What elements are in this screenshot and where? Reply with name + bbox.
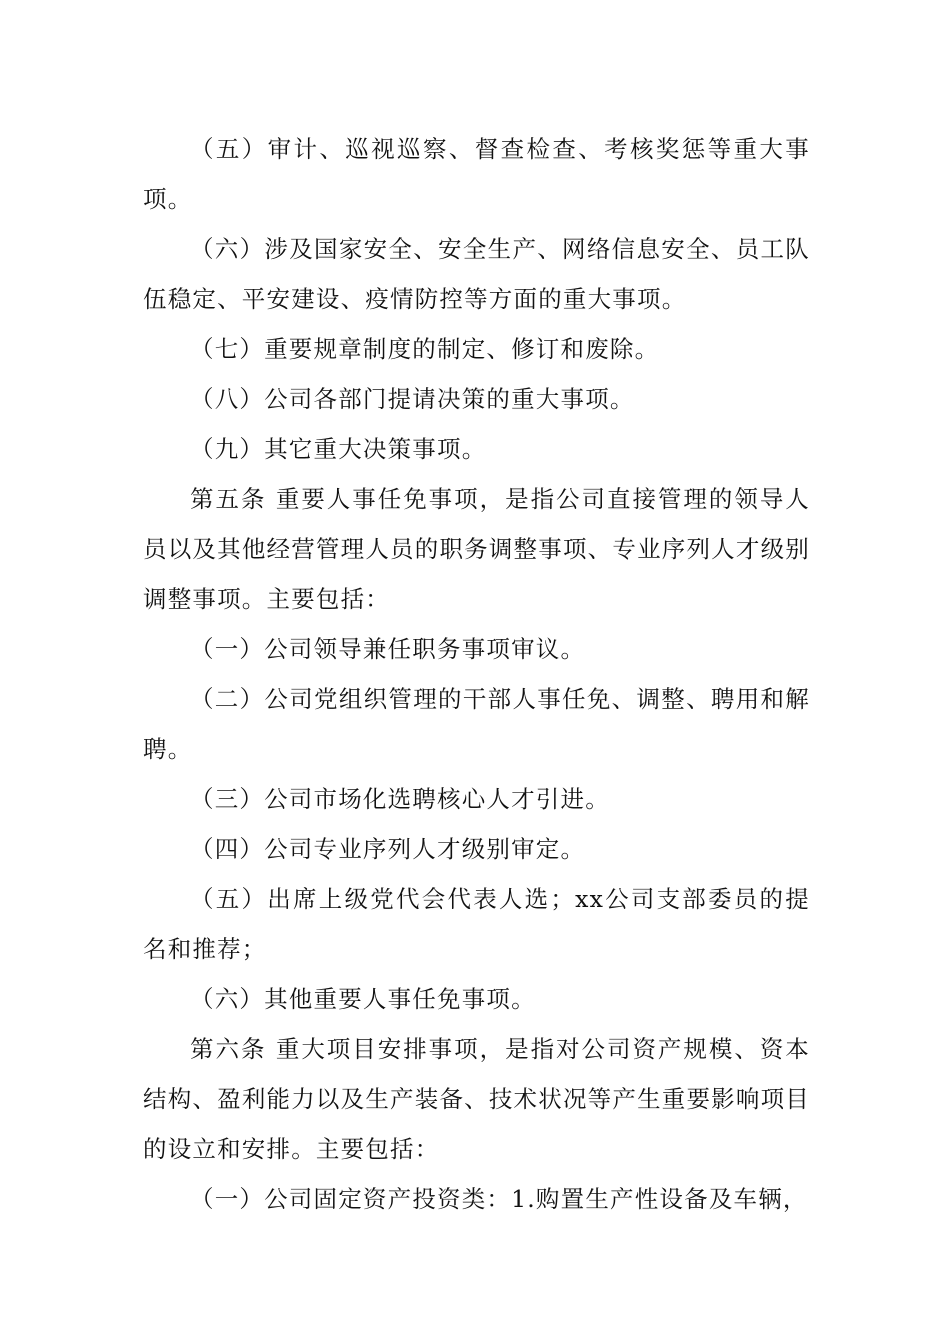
paragraph-personnel-item-6: （六）其他重要人事任免事项。: [190, 985, 536, 1013]
paragraph-item-9-other: （九）其它重大决策事项。: [190, 435, 487, 463]
paragraph-personnel-item-3: （三）公司市场化选聘核心人才引进。: [190, 785, 610, 813]
paragraph-item-6-security: （六）涉及国家安全、安全生产、网络信息安全、员工队伍稳定、平安建设、疫情防控等方面的重大事项。: [143, 235, 810, 313]
paragraph-article-6: 第六条 重大项目安排事项，是指对公司资产规模、资本结构、盈利能力以及生产装备、技术状况等产生重要影响项目的设立和安排。主要包括：: [143, 1035, 810, 1163]
paragraph-personnel-item-1: （一）公司领导兼任职务事项审议。: [190, 635, 586, 663]
paragraph-personnel-item-2: （二）公司党组织管理的干部人事任免、调整、聘用和解聘。: [143, 685, 810, 763]
paragraph-project-item-1: （一）公司固定资产投资类：1.购置生产性设备及车辆，: [190, 1185, 808, 1213]
paragraph-personnel-item-5: （五）出席上级党代会代表人选；xx公司支部委员的提名和推荐；: [143, 885, 810, 963]
paragraph-item-7-rules: （七）重要规章制度的制定、修订和废除。: [190, 335, 660, 363]
paragraph-item-8-departments: （八）公司各部门提请决策的重大事项。: [190, 385, 635, 413]
document-body: [143, 124, 810, 1224]
paragraph-item-5-audit: （五）审计、巡视巡察、督查检查、考核奖惩等重大事项。: [143, 135, 810, 213]
paragraph-personnel-item-4: （四）公司专业序列人才级别审定。: [190, 835, 586, 863]
paragraph-article-5: 第五条 重要人事任免事项，是指公司直接管理的领导人员以及其他经营管理人员的职务调整事项、专业序列人才级别调整事项。主要包括：: [143, 485, 810, 613]
